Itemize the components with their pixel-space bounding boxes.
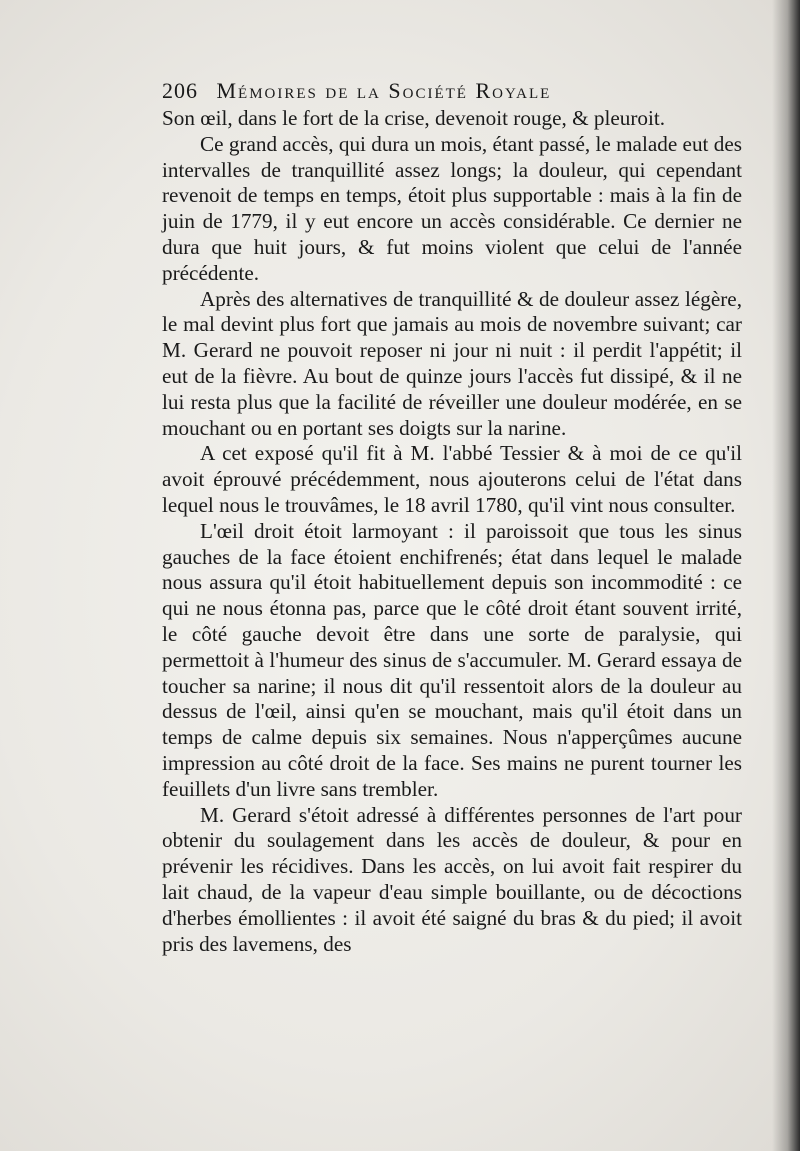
paragraph: A cet exposé qu'il fit à M. l'abbé Tessier & à moi de ce qu'il avoit éprouvé précédemment, nous ajouterons celui de l'état dans lequel nous le trouvâmes, le 18 avril 1780, qu'il vint nous consulter. [162, 441, 742, 517]
paragraph: L'œil droit étoit larmoyant : il paroissoit que tous les sinus gauches de la face étoient enchifrenés; état dans lequel le malade nous assura qu'il étoit habituellement depuis son incommodité : ce qui ne nous étonna pas, parce que le côté droit étant souvent irrité, le côté gauche devoit être dans une sorte de paralysie, qui permettoit à l'humeur des sinus de s'accumuler. M. Gerard essaya de toucher sa narine; il nous dit qu'il ressentoit alors de la douleur au dessus de l'œil, ainsi qu'en se mouchant, mais qu'il étoit dans un temps de calme depuis six semaines. Nous n'apperçûmes aucune impression au côté droit de la face. Ses mains ne purent tourner les feuillets d'un livre sans trembler. [162, 518, 742, 801]
book-spine-shadow [772, 0, 800, 1151]
body-text [162, 106, 742, 1036]
page-number: 206 [162, 78, 198, 103]
page-header [162, 78, 722, 108]
paragraph: Ce grand accès, qui dura un mois, étant passé, le malade eut des intervalles de tranquillité assez longs; la douleur, qui cependant revenoit de temps en temps, étoit plus supportable : mais à la fin de juin de 1779, il y eut encore un accès considérable. Ce dernier ne dura que huit jours, & fut moins violent que celui de l'année précédente. [162, 131, 742, 285]
paragraph: M. Gerard s'étoit adressé à différentes personnes de l'art pour obtenir du soulagement dans les accès de douleur, & pour en prévenir les récidives. Dans les accès, on lui avoit fait respirer du lait chaud, de la vapeur d'eau simple bouillante, ou de décoctions d'herbes émollientes : il avoit été saigné du bras & du pied; il avoit pris des lavemens, des [162, 802, 742, 956]
running-head: Mémoires de la Société Royale [216, 78, 552, 103]
paragraph-continuation: Son œil, dans le fort de la crise, devenoit rouge, & pleuroit. [162, 106, 666, 130]
paragraph: Après des alternatives de tranquillité & de douleur assez légère, le mal devint plus fort que jamais au mois de novembre suivant; car M. Gerard ne pouvoit reposer ni jour ni nuit : il perdit l'appétit; il eut de la fièvre. Au bout de quinze jours l'accès fut dissipé, & il ne lui resta plus que la facilité de réveiller une douleur modérée, en se mouchant ou en portant ses doigts sur la narine. [162, 286, 742, 440]
